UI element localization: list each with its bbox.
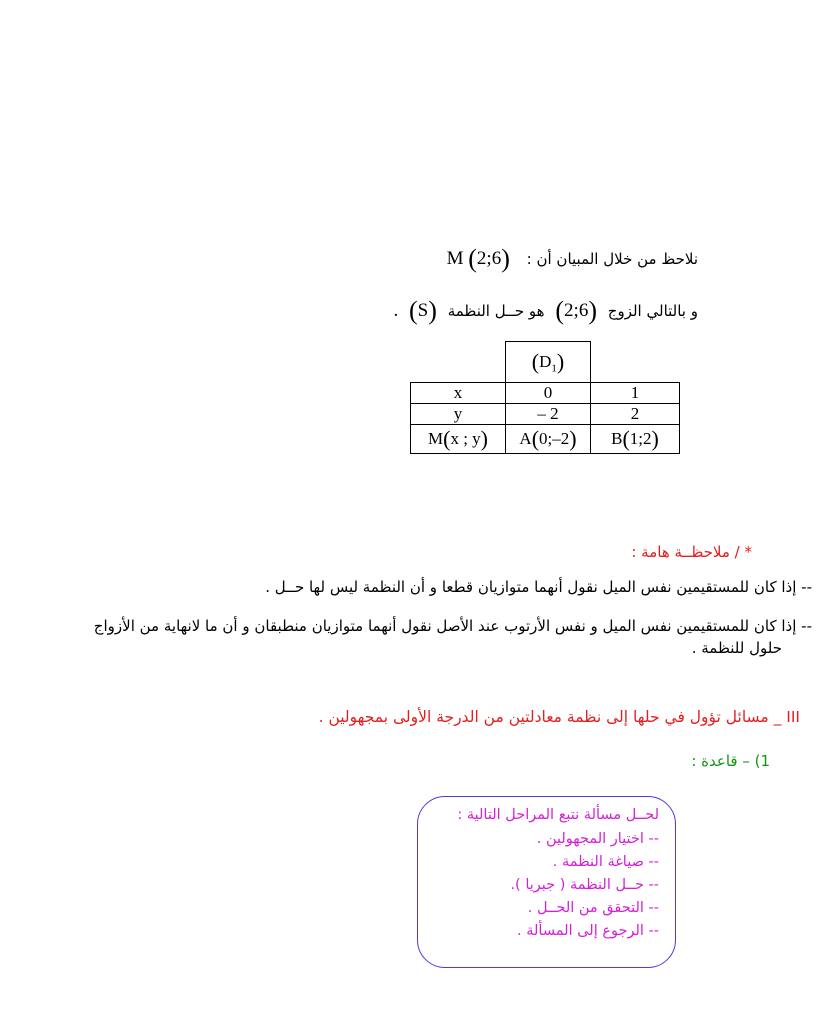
step-choose-unknowns: -- اختيار المجهولين . <box>536 831 659 847</box>
system-name-label: S <box>417 300 429 321</box>
cell-x-1: 0 <box>506 383 591 404</box>
point-b-coords: 1;2 <box>629 429 652 448</box>
steps-intro: لحــل مسألة نتبع المراحل التالية : <box>457 807 659 823</box>
table-header-empty <box>591 342 680 383</box>
observation-line <box>447 244 698 274</box>
table-row <box>411 425 680 454</box>
observation-text: نلاحظ من خلال المبيان أن : <box>526 250 698 268</box>
point-b-name: B <box>611 429 623 448</box>
line-subscript: 1 <box>551 362 557 375</box>
point-a-coords: 0;–2 <box>539 429 570 448</box>
step-verify-solution: -- التحقق من الحــل . <box>527 900 659 916</box>
conclusion-line <box>393 296 698 326</box>
conclusion-text-b: هو حــل النظمة <box>447 302 545 320</box>
point-label-coords: x ; y <box>450 429 481 448</box>
step-formulate-system: -- صياغة النظمة . <box>552 854 659 870</box>
conclusion-end: . <box>393 300 399 321</box>
values-table <box>410 341 680 454</box>
conclusion-text-a: و بالتالي الزوج <box>607 302 698 320</box>
solution-pair: (2;6) <box>555 296 597 325</box>
note-line-1: -- إذا كان للمستقيمين نفس الميل نقول أنهما متوازيان قطعا و أن النظمة ليس لها حــل . <box>265 578 812 596</box>
point-b: B(1;2) <box>591 425 680 454</box>
line-name: D <box>539 352 552 371</box>
rule-heading: 1) – قاعدة : <box>691 752 770 770</box>
row-label-point: M(x ; y) <box>411 425 506 454</box>
table-row <box>411 404 680 425</box>
solution-pair-coords: 2;6 <box>564 300 589 321</box>
step-solve-system: -- حــل النظمة ( جبريا ). <box>510 877 659 893</box>
point-m-name: M <box>446 248 464 269</box>
cell-y-1: – 2 <box>506 404 591 425</box>
row-label-y: y <box>411 404 506 425</box>
point-a-name: A <box>519 429 532 448</box>
note-title: * / ملاحظــة هامة : <box>631 543 752 561</box>
steps-box <box>417 796 676 968</box>
row-label-x: x <box>411 383 506 404</box>
point-m: M (2;6) <box>446 244 510 273</box>
table-row <box>411 383 680 404</box>
section-title: III _ مسائل تؤول في حلها إلى نظمة معادلتين من الدرجة الأولى بمجهولين . <box>318 708 800 726</box>
point-a: A(0;–2) <box>506 425 591 454</box>
cell-y-2: 2 <box>591 404 680 425</box>
note-line-2: -- إذا كان للمستقيمين نفس الميل و نفس الأرتوب عند الأصل نقول أنهما متوازيان منطبقان و أن ما لانهاية من الأزواج <box>93 617 812 635</box>
cell-x-2: 1 <box>591 383 680 404</box>
point-label-name: M <box>427 429 444 448</box>
system-name: (S) <box>408 296 437 325</box>
point-m-coords: 2;6 <box>476 248 502 269</box>
step-return-to-problem: -- الرجوع إلى المسألة . <box>517 923 659 939</box>
table-corner <box>411 342 506 383</box>
note-line-3: حلول للنظمة . <box>691 639 782 657</box>
table-header-line: $(D_1)$ <box>506 342 591 383</box>
